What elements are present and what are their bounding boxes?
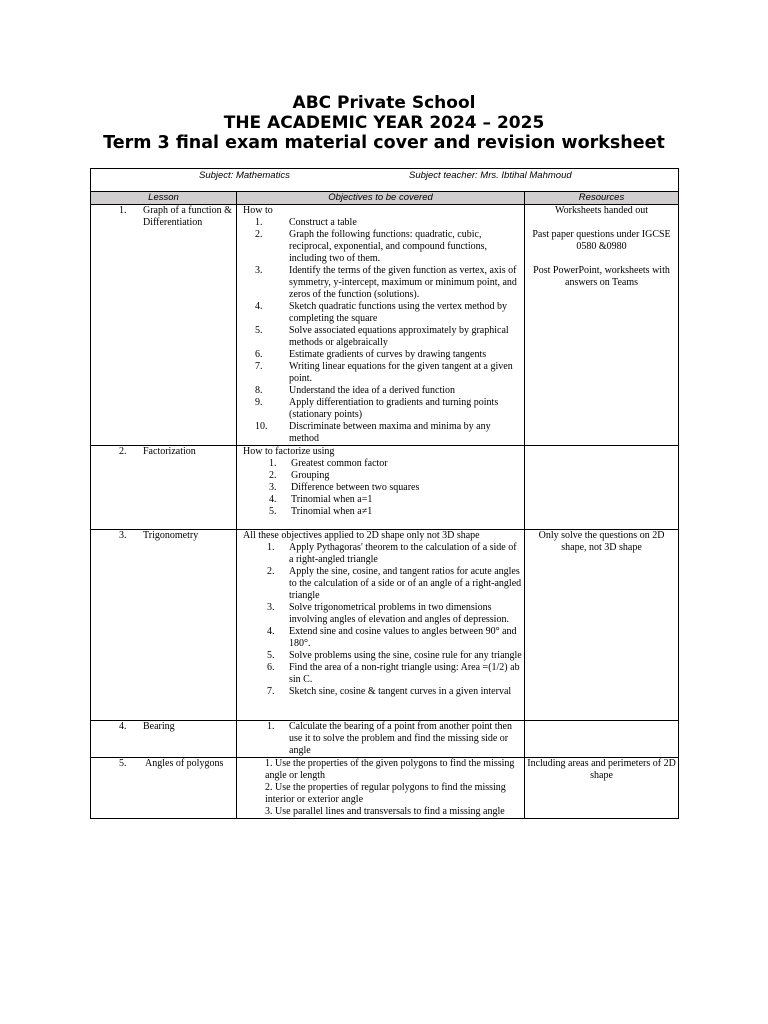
list-item: 2. Graph the following functions: quadratic, cubic, reciprocal, exponential, and compound functions, including two of them. [255,229,487,264]
table-row [91,721,679,758]
list-item: 1. Apply Pythagoras' theorem to the calculation of a side of a right-angled triangle [267,542,517,565]
subject-row [91,169,679,192]
objectives-cell [237,205,525,446]
table-row [91,530,679,721]
list-item: 2. Use the properties of regular polygons to find the missing interior or exterior angle [265,782,506,805]
resource-item: Only solve the questions on 2D shape, not 3D shape [538,530,665,553]
list-item: 1. Use the properties of the given polygons to find the missing angle or length [265,758,515,781]
material-cover-table [90,168,679,819]
lesson-cell [91,721,237,758]
list-item: 1. Greatest common factor [269,458,388,469]
table-row [91,205,679,446]
lesson-number: 1. [119,205,127,216]
column-header-lesson: Lesson [91,192,237,205]
list-item: 7. Writing linear equations for the given tangent at a given point. [255,361,513,384]
resource-item: Including areas and perimeters of 2D shape [527,758,676,781]
list-item: 3. Difference between two squares [269,482,420,493]
list-item: 1. Construct a table [255,217,357,228]
resources-cell [525,205,679,446]
objectives-intro: How to [243,205,273,216]
list-item: 5. Solve problems using the sine, cosine rule for any triangle [267,650,522,661]
resources-cell [525,446,679,530]
lesson-number: 5. [119,758,127,769]
list-item: 5. Solve associated equations approximately by graphical methods or algebraically [255,325,509,348]
list-item: 2. Grouping [269,470,330,481]
lesson-cell [91,205,237,446]
list-item: 5. Trinomial when a≠1 [269,506,373,517]
lesson-cell [91,530,237,721]
list-item: 6. Estimate gradients of curves by drawing tangents [255,349,487,360]
lesson-number: 3. [119,530,127,541]
lesson-cell [91,758,237,819]
resources-cell [525,721,679,758]
lesson-name: Angles of polygons [145,758,224,769]
resources-cell [525,530,679,721]
lesson-number: 4. [119,721,127,732]
list-item: 7. Sketch sine, cosine & tangent curves in a given interval [267,686,512,697]
list-item: 2. Apply the sine, cosine, and tangent ratios for acute angles to the calculation of a side or of an angle of a right-angled triangle [267,566,522,601]
list-item: 3. Solve trigonometrical problems in two dimensions involving angles of elevation and angles of depression. [267,602,509,625]
column-header-resources: Resources [525,192,679,205]
list-item: 8. Understand the idea of a derived function [255,385,456,396]
lesson-cell [91,446,237,530]
document-header [0,93,768,153]
school-name: ABC Private School [292,93,476,113]
objectives-intro: All these objectives applied to 2D shape only not 3D shape [243,530,480,541]
resource-item: Worksheets handed out [554,205,649,216]
lesson-name: Factorization [143,446,196,457]
lesson-name: Trigonometry [143,530,199,541]
list-item: 3. Identify the terms of the given function as vertex, axis of symmetry, y-intercept, maximum or minimum point, and zeros of the function (solutions). [255,265,517,300]
table-row [91,446,679,530]
table-header-row [91,192,679,205]
list-item: 3. Use parallel lines and transversals to find a missing angle [265,806,505,817]
list-item: 10. Discriminate between maxima and minima by any method [255,421,491,444]
objectives-intro: How to factorize using [243,446,335,457]
table-row [91,758,679,819]
list-item: 6. Find the area of a non-right triangle using: Area =(1/2) ab sin C. [267,662,520,685]
list-item: 4. Trinomial when a=1 [269,494,373,505]
resources-cell [525,758,679,819]
list-item: 1. Calculate the bearing of a point from another point then use it to solve the problem and find the missing side or angle [267,721,512,756]
objectives-cell [237,530,525,721]
resource-item: Post PowerPoint, worksheets with answers on Teams [533,265,670,288]
teacher-label: Subject teacher: Mrs. Ibtihal Mahmoud [409,170,572,181]
list-item: 4. Sketch quadratic functions using the vertex method by completing the square [255,301,508,324]
resource-item: Past paper questions under IGCSE 0580 &0980 [532,229,671,252]
objectives-cell [237,721,525,758]
subject-label: Subject: Mathematics [199,170,290,181]
list-item: 4. Extend sine and cosine values to angles between 90° and 180°. [267,626,517,649]
lesson-name: Graph of a function & Differentiation [143,205,232,228]
objectives-cell [237,758,525,819]
list-item: 9. Apply differentiation to gradients and turning points (stationary points) [255,397,499,420]
academic-year: THE ACADEMIC YEAR 2024 – 2025 [223,113,545,133]
lesson-name: Bearing [143,721,175,732]
objectives-cell [237,446,525,530]
lesson-number: 2. [119,446,127,457]
column-header-objectives: Objectives to be covered [237,192,525,205]
worksheet-title: Term 3 final exam material cover and revision worksheet [103,133,665,153]
